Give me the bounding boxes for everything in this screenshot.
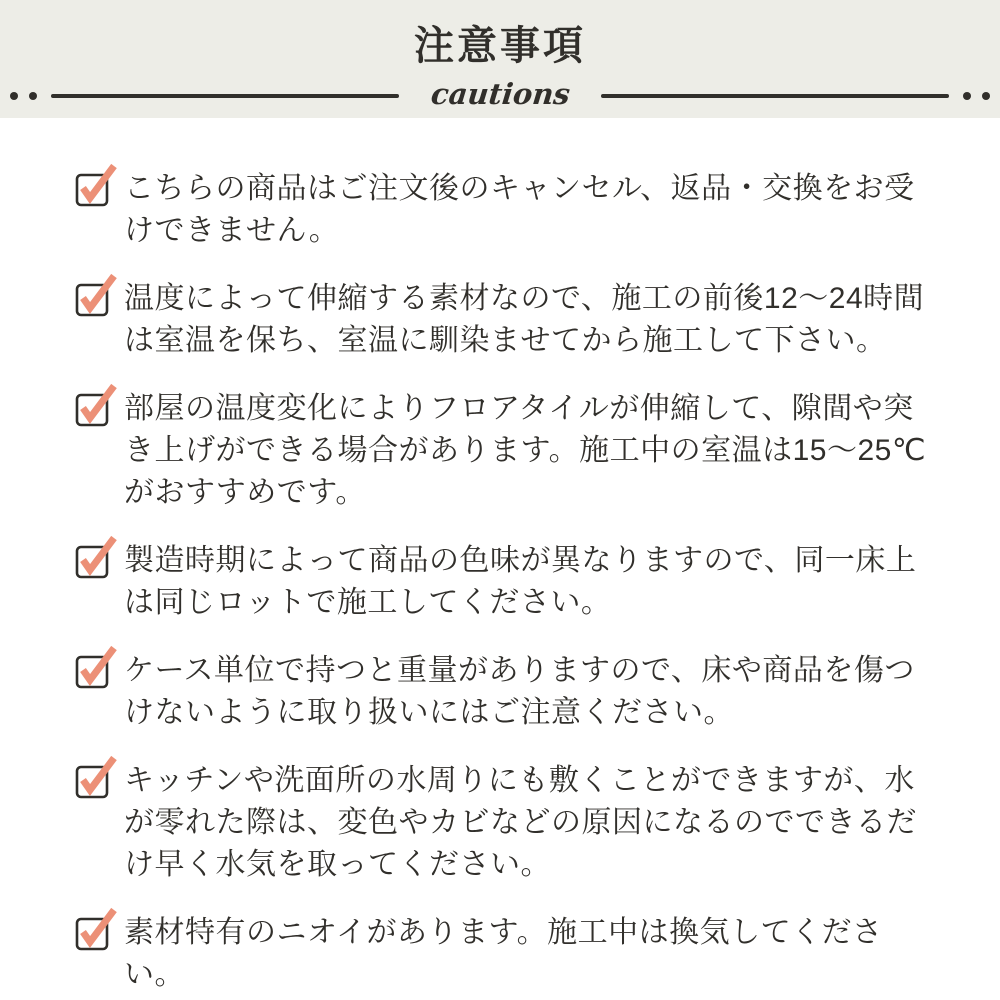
caution-item [74, 650, 940, 734]
checked-checkbox-icon [74, 535, 118, 579]
caution-item [74, 760, 940, 886]
caution-text: ケース単位で持つと重量がありますので、床や商品を傷つけないように取り扱いにはご注意ください。 [124, 654, 915, 729]
checked-checkbox-icon [74, 163, 118, 207]
caution-item [74, 168, 940, 252]
caution-text: 部屋の温度変化によりフロアタイルが伸縮して、隙間や突き上げができる場合があります。施工中の室温は15〜25℃がおすすめです。 [124, 392, 927, 509]
caution-item [74, 388, 940, 514]
page-header [0, 0, 1000, 118]
divider-dot [29, 92, 37, 100]
divider-dot [10, 92, 18, 100]
caution-text: こちらの商品はご注文後のキャンセル、返品・交換をお受けできません。 [124, 172, 915, 247]
caution-item [74, 912, 940, 996]
header-subtitle: cautions [429, 77, 572, 111]
caution-item [74, 278, 940, 362]
caution-text: キッチンや洗面所の水周りにも敷くことができますが、水が零れた際は、変色やカビなどの原因になるのでできるだけ早く水気を取ってください。 [124, 764, 917, 881]
caution-text: 温度によって伸縮する素材なので、施工の前後12〜24時間は室温を保ち、室温に馴染ませてから施工して下さい。 [124, 282, 925, 357]
page-title: 注意事項 [414, 24, 586, 68]
checked-checkbox-icon [74, 645, 118, 689]
header-divider [0, 78, 1000, 114]
checked-checkbox-icon [74, 273, 118, 317]
caution-item [74, 540, 940, 624]
caution-list [0, 118, 1000, 996]
divider-dot [963, 92, 971, 100]
checked-checkbox-icon [74, 755, 118, 799]
checked-checkbox-icon [74, 907, 118, 951]
divider-line [51, 94, 399, 98]
divider-line [601, 94, 949, 98]
divider-dot [982, 92, 990, 100]
caution-text: 製造時期によって商品の色味が異なりますので、同一床上は同じロットで施工してください。 [124, 544, 917, 619]
caution-text: 素材特有のニオイがあります。施工中は換気してください。 [124, 916, 883, 991]
checked-checkbox-icon [74, 383, 118, 427]
